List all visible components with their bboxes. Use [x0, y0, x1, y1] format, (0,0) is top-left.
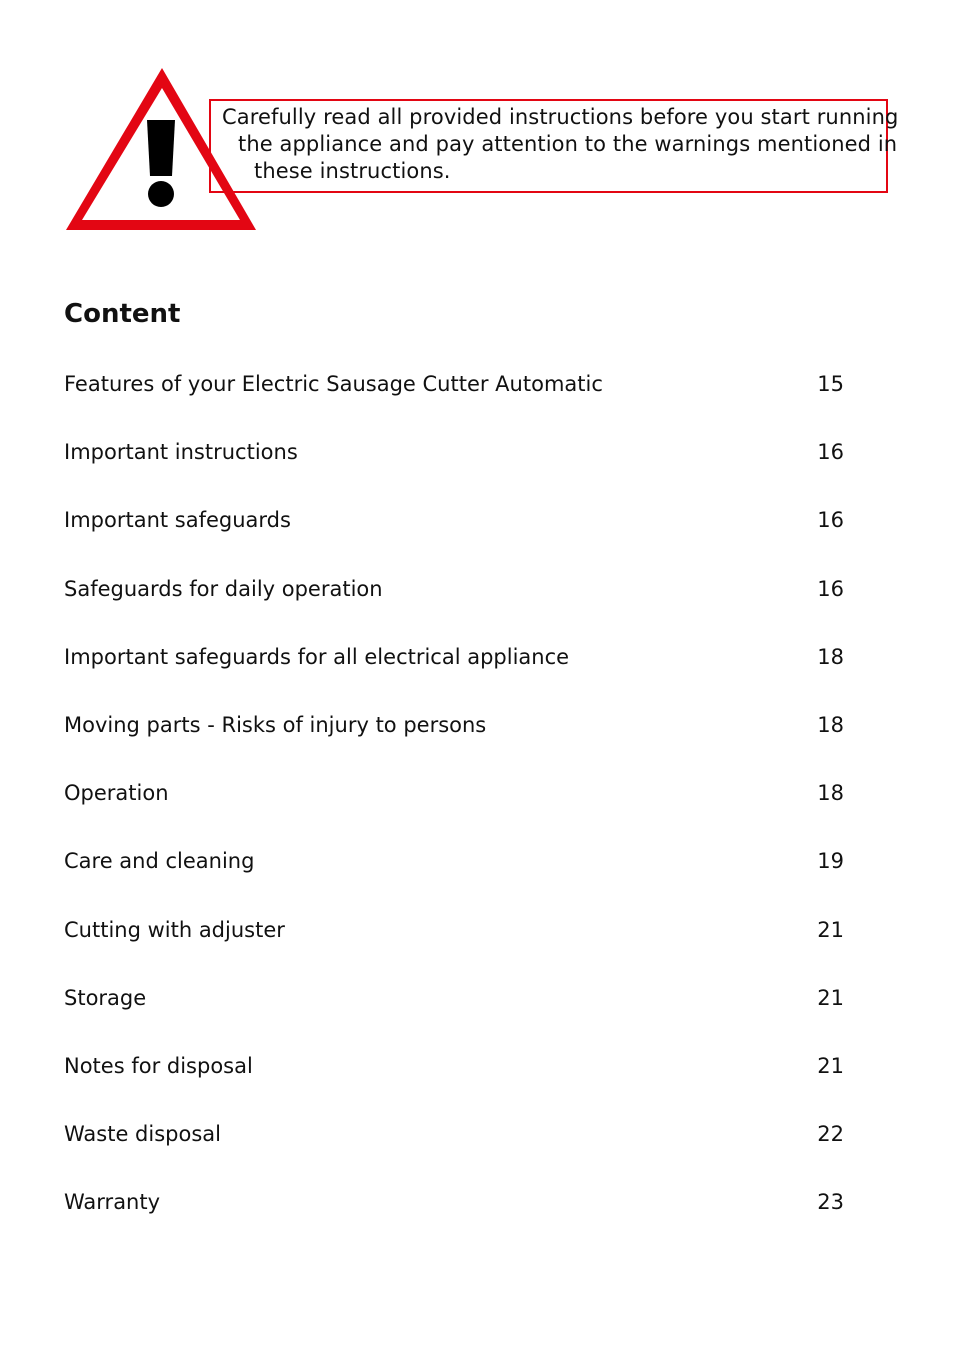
- toc-page-number: 23: [817, 1190, 844, 1215]
- toc-row: [64, 843, 854, 911]
- toc-row: [64, 912, 854, 980]
- toc-title: Important safeguards for all electrical appliance: [64, 644, 570, 669]
- toc-row: [64, 980, 854, 1048]
- toc-row: [64, 1048, 854, 1116]
- notice-line: Carefully read all provided instructions before you start running: [222, 105, 899, 129]
- toc-title: Storage: [64, 985, 147, 1010]
- toc-page-number: 21: [817, 1053, 844, 1078]
- toc-title: Features of your Electric Sausage Cutter Automatic: [64, 372, 603, 396]
- notice-line: these instructions.: [254, 159, 451, 183]
- toc-row: [64, 502, 854, 570]
- toc-title: Moving parts - Risks of injury to persons: [64, 712, 487, 737]
- toc-page-number: 21: [817, 985, 844, 1010]
- toc-page-number: 16: [817, 508, 844, 533]
- toc-page-number: 22: [817, 1122, 844, 1147]
- toc-page-number: 15: [817, 372, 844, 396]
- toc-title: Cutting with adjuster: [64, 917, 285, 942]
- toc-title: Safeguards for daily operation: [64, 576, 383, 601]
- toc-page-number: 18: [817, 781, 844, 806]
- toc-title: Important safeguards: [64, 508, 291, 533]
- toc-row: [64, 1184, 854, 1252]
- toc-title: Waste disposal: [64, 1122, 221, 1147]
- toc-page-number: 18: [817, 712, 844, 737]
- toc-page-number: 18: [817, 644, 844, 669]
- content-heading: Content: [64, 299, 181, 329]
- toc-title: Important instructions: [64, 440, 298, 465]
- toc-row: [64, 707, 854, 775]
- toc-title: Notes for disposal: [64, 1053, 253, 1078]
- toc-page-number: 19: [817, 849, 844, 874]
- table-of-contents: [64, 366, 854, 1252]
- toc-row: [64, 571, 854, 639]
- toc-page-number: 16: [817, 576, 844, 601]
- toc-row: [64, 775, 854, 843]
- toc-row: [64, 1116, 854, 1184]
- toc-page-number: 16: [817, 440, 844, 465]
- toc-title: Operation: [64, 781, 169, 806]
- toc-page-number: 21: [817, 917, 844, 942]
- notice-line: the appliance and pay attention to the warnings mentioned in: [238, 132, 898, 156]
- toc-title: Care and cleaning: [64, 849, 255, 874]
- toc-row: [64, 639, 854, 707]
- toc-row: [64, 434, 854, 502]
- toc-title: Warranty: [64, 1190, 161, 1215]
- toc-row: [64, 366, 854, 434]
